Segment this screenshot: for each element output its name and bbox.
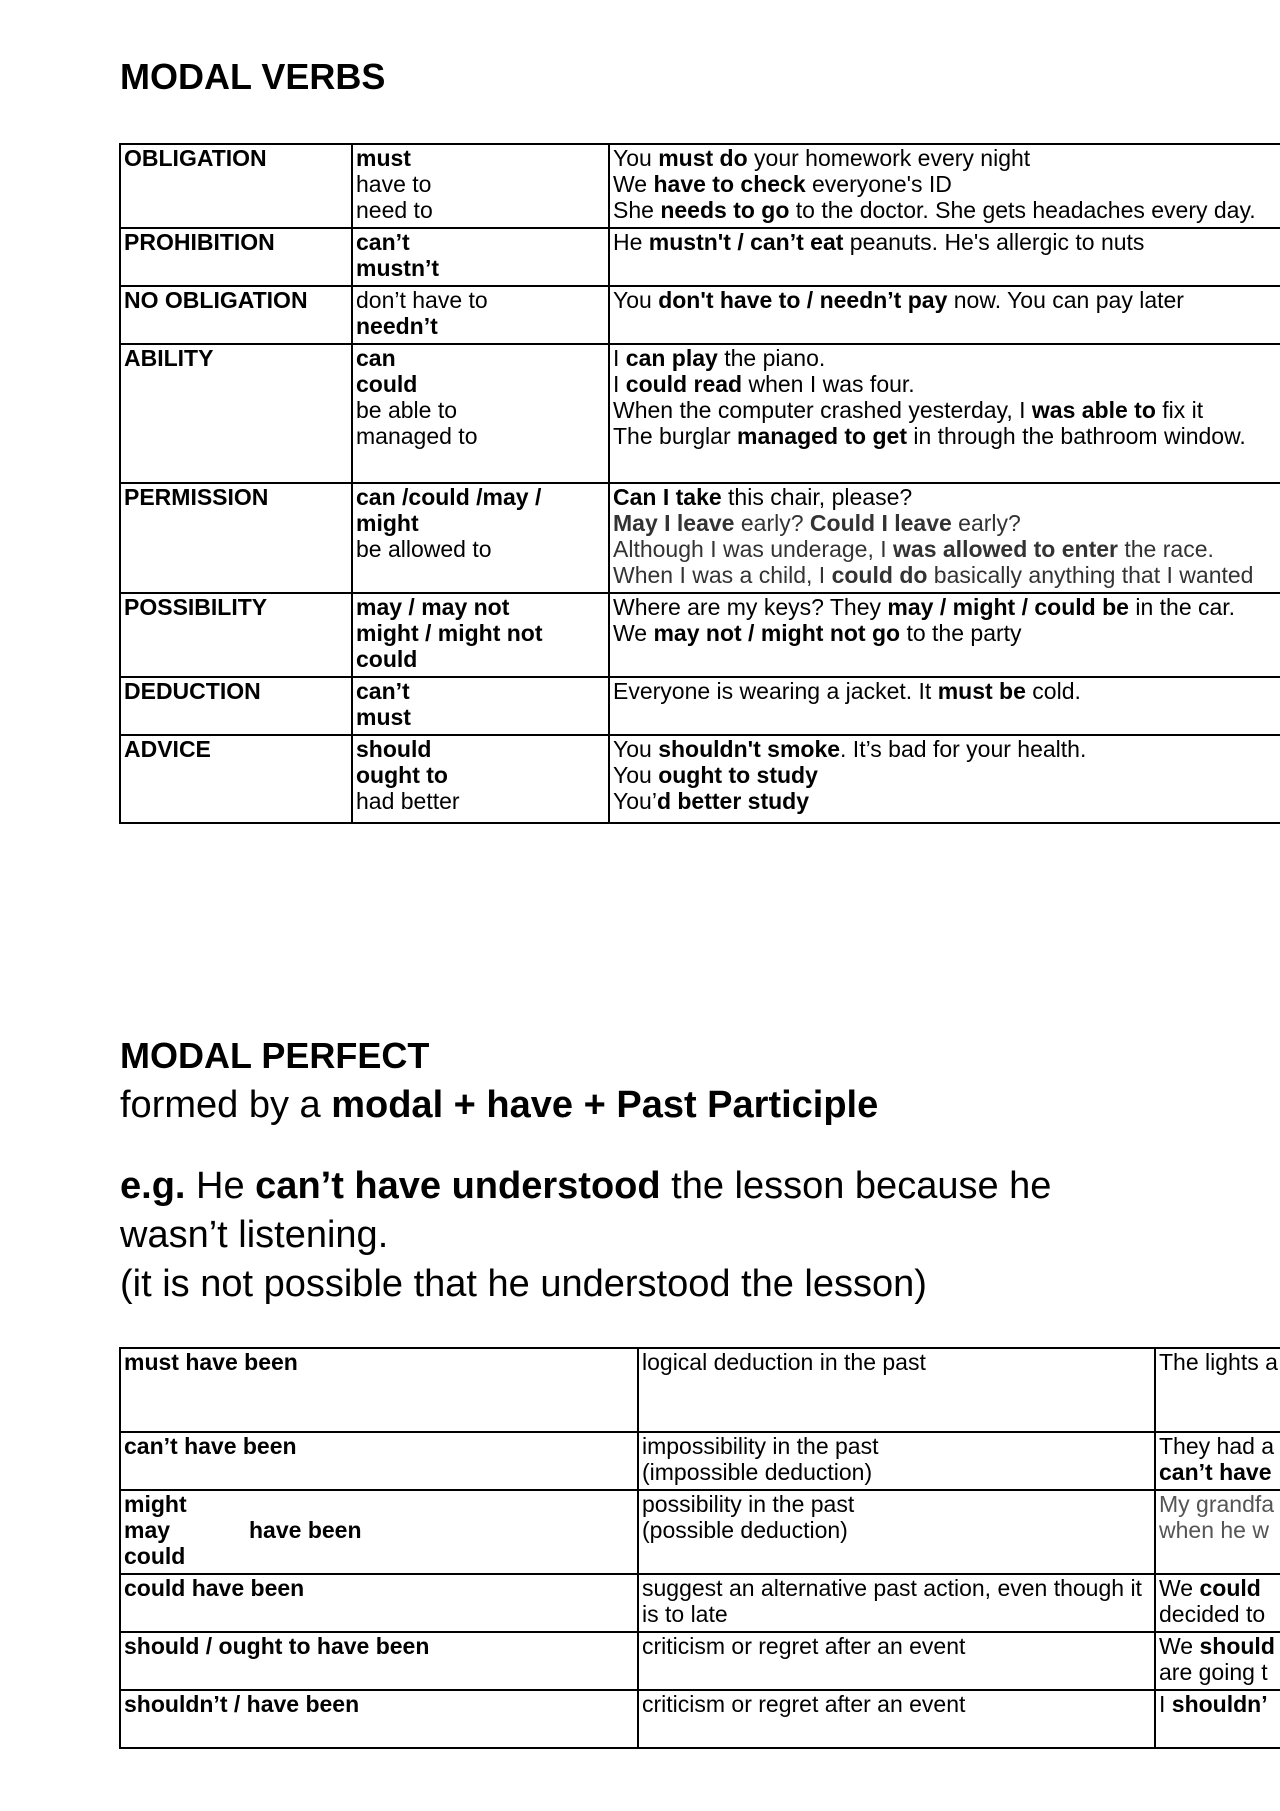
text-segment: The lights a [1159, 1349, 1278, 1375]
text-segment: should [356, 736, 432, 762]
modal-verb: could [124, 1543, 186, 1569]
category-cell: OBLIGATION [120, 144, 352, 228]
text-line [642, 1575, 1154, 1601]
meaning-cell [638, 1632, 1155, 1690]
form-cell [120, 1690, 638, 1748]
meaning-cell [638, 1432, 1155, 1490]
text-segment: must [356, 145, 411, 171]
text-segment: d better study [656, 788, 810, 814]
text-line [356, 646, 608, 672]
text-line [1159, 1459, 1280, 1485]
text-segment: when I was four. [742, 371, 915, 397]
text-line [613, 510, 1280, 536]
text-segment: have to [356, 171, 432, 197]
table-row [120, 1574, 1280, 1632]
example-cell [1155, 1432, 1280, 1490]
text-line [356, 736, 608, 762]
text-segment: have to check [653, 171, 806, 197]
category-cell: NO OBLIGATION [120, 286, 352, 344]
text-line [613, 620, 1280, 646]
table-row [120, 735, 1280, 823]
text-segment: I [613, 345, 626, 371]
text-line [613, 678, 1280, 704]
text-segment: managed to [356, 423, 478, 449]
text-line [1159, 1491, 1280, 1517]
text-line [1159, 1517, 1280, 1543]
text-segment: . It’s bad for your health. [840, 736, 1087, 762]
text-line [642, 1691, 1154, 1717]
text-line [356, 371, 608, 397]
text-segment: your homework every night [747, 145, 1031, 171]
text-line [613, 536, 1280, 562]
text-segment: need to [356, 197, 433, 223]
text-segment: could do [831, 562, 928, 588]
example-cell [1155, 1632, 1280, 1690]
text-segment: logical deduction in the past [642, 1349, 926, 1375]
text-segment: don't have to / needn’t pay [658, 287, 948, 313]
have-been-suffix: have been [249, 1517, 362, 1543]
text-line [356, 536, 608, 562]
form-cell [120, 1348, 638, 1432]
table-row [120, 1348, 1280, 1432]
forms-cell [352, 144, 609, 228]
table-row [120, 677, 1280, 735]
text-line [356, 197, 608, 223]
text-line [642, 1349, 1154, 1375]
form-cell [120, 1632, 638, 1690]
form-cell [120, 1432, 638, 1490]
text-segment: When the computer crashed yesterday, I [613, 397, 1032, 423]
example-cell [1155, 1574, 1280, 1632]
example-cell [1155, 1490, 1280, 1574]
forms-cell [352, 286, 609, 344]
text-segment: shouldn't smoke [658, 736, 841, 762]
text-line [613, 423, 1280, 449]
text-segment: ought to study [658, 762, 818, 788]
modal-perfect-heading: MODAL PERFECT [120, 1035, 430, 1076]
text-segment: this chair, please? [721, 484, 913, 510]
text-segment: We [1159, 1575, 1200, 1601]
text-line [356, 287, 608, 313]
text-line [613, 345, 1280, 371]
text-line [1159, 1691, 1280, 1717]
text-segment: When I was a child, I [613, 562, 832, 588]
modal-verb: may [124, 1517, 171, 1543]
forms-cell [352, 593, 609, 677]
text-line [1159, 1601, 1280, 1627]
text-segment: may / may not [356, 594, 510, 620]
table-row [120, 483, 1280, 593]
text-line [124, 1691, 637, 1717]
text-line [613, 788, 1280, 814]
text-segment: must do [658, 145, 748, 171]
text-line [642, 1517, 1154, 1543]
text-segment: suggest an alternative past action, even though it [642, 1575, 1142, 1601]
text-segment: could [356, 646, 418, 672]
text-line [613, 397, 1280, 423]
category-cell: ADVICE [120, 735, 352, 823]
forms-cell [352, 228, 609, 286]
category-cell: DEDUCTION [120, 677, 352, 735]
examples-cell [609, 228, 1280, 286]
text-segment: You’ [613, 788, 657, 814]
text-segment: Could I leave [809, 510, 952, 536]
text-line [124, 1349, 637, 1375]
text-line [642, 1633, 1154, 1659]
text-line [613, 371, 1280, 397]
text-segment: now. You can pay later [947, 287, 1184, 313]
table-row [120, 144, 1280, 228]
category-cell: PERMISSION [120, 483, 352, 593]
text-segment: be able to [356, 397, 458, 423]
text-segment: may / might / could be [887, 594, 1129, 620]
example-explanation: (it is not possible that he understood the lesson) [120, 1263, 927, 1305]
form-cell [120, 1490, 638, 1574]
text-line [642, 1459, 1154, 1485]
text-segment: Although I was underage, I [613, 536, 894, 562]
form-cell [120, 1574, 638, 1632]
text-segment: criticism or regret after an event [642, 1633, 966, 1659]
text-line [356, 313, 608, 339]
text-segment: managed to get [737, 423, 907, 449]
category-cell: POSSIBILITY [120, 593, 352, 677]
text-line [356, 678, 608, 704]
text-segment: We [613, 171, 654, 197]
text-segment: May I leave [613, 510, 735, 536]
text-segment: be allowed to [356, 536, 492, 562]
text-line [1159, 1633, 1280, 1659]
text-segment: can’t have been [124, 1433, 297, 1459]
text-segment: I [1159, 1691, 1172, 1717]
table-row [120, 344, 1280, 483]
table-row [120, 1690, 1280, 1748]
text-segment: might [356, 510, 419, 536]
text-line [356, 255, 608, 281]
text-segment: ought to [356, 762, 448, 788]
text-segment: You [613, 762, 659, 788]
text-line [613, 484, 1280, 510]
text-segment: needn’t [356, 313, 438, 339]
text-segment: Everyone is wearing a jacket. It [613, 678, 938, 704]
text-segment: don’t have to [356, 287, 488, 313]
text-line [124, 1575, 637, 1601]
examples-cell [609, 286, 1280, 344]
text-line [356, 145, 608, 171]
table-row [120, 286, 1280, 344]
text-line [356, 423, 608, 449]
text-line [1159, 1575, 1280, 1601]
examples-cell [609, 144, 1280, 228]
text-segment: (impossible deduction) [642, 1459, 873, 1485]
text-line [356, 788, 608, 814]
text-segment: must have been [124, 1349, 298, 1375]
examples-cell [609, 483, 1280, 593]
text-line [613, 562, 1280, 588]
examples-cell [609, 593, 1280, 677]
text-segment: decided to [1159, 1601, 1266, 1627]
meaning-cell [638, 1574, 1155, 1632]
text-segment: should [1199, 1633, 1275, 1659]
text-segment: should / ought to have been [124, 1633, 430, 1659]
modal-perfect-example: e.g. He can’t have understood the lesson because he wasn’t listening. (it is not possible that he understood the lesson) [120, 1165, 1052, 1305]
text-segment: impossibility in the past [642, 1433, 879, 1459]
text-segment: to the party [900, 620, 1022, 646]
text-line [356, 484, 608, 510]
text-segment: must [356, 704, 411, 730]
text-segment: are going t [1159, 1659, 1268, 1685]
text-segment: was able to [1031, 397, 1156, 423]
text-line [613, 736, 1280, 762]
forms-cell [352, 677, 609, 735]
text-line [613, 171, 1280, 197]
text-segment: can’t [356, 229, 410, 255]
text-segment: They had a [1159, 1433, 1275, 1459]
text-line [356, 397, 608, 423]
page-title: MODAL VERBS [120, 56, 386, 97]
examples-cell [609, 677, 1280, 735]
text-line [356, 510, 608, 536]
table-row [120, 228, 1280, 286]
table-row [120, 593, 1280, 677]
text-line [356, 229, 608, 255]
text-line [642, 1491, 1154, 1517]
text-line [1159, 1659, 1280, 1685]
text-segment: the race. [1117, 536, 1214, 562]
meaning-cell [638, 1490, 1155, 1574]
example-cell [1155, 1690, 1280, 1748]
modal-verbs-table [119, 143, 1280, 824]
examples-cell [609, 735, 1280, 823]
text-segment: We [1159, 1633, 1200, 1659]
text-segment: The burglar [613, 423, 738, 449]
text-line [613, 229, 1280, 255]
text-segment: can [356, 345, 396, 371]
text-segment: mustn't / can’t eat [648, 229, 844, 255]
text-segment: could [356, 371, 418, 397]
table-row [120, 1490, 1280, 1574]
text-segment: You [613, 287, 659, 313]
text-segment: must be [937, 678, 1026, 704]
text-line [1159, 1433, 1280, 1459]
text-segment: mustn’t [356, 255, 440, 281]
text-segment: early? [734, 510, 810, 536]
text-segment: can’t [356, 678, 410, 704]
text-segment: can /could /may / [356, 484, 542, 510]
text-line [642, 1601, 1154, 1627]
text-segment: the piano. [717, 345, 826, 371]
forms-cell [352, 344, 609, 483]
text-segment: is to late [642, 1601, 728, 1627]
meaning-cell [638, 1348, 1155, 1432]
text-segment: We [613, 620, 654, 646]
modal-verb: might [124, 1491, 187, 1517]
text-line [356, 762, 608, 788]
text-segment: in the car. [1128, 594, 1236, 620]
text-segment: You [613, 736, 659, 762]
text-line [356, 620, 608, 646]
forms-cell [352, 735, 609, 823]
text-segment: (possible deduction) [642, 1517, 848, 1543]
modal-perfect-table [119, 1347, 1280, 1749]
text-segment: everyone's ID [805, 171, 952, 197]
text-segment: cold. [1025, 678, 1081, 704]
text-line [613, 145, 1280, 171]
text-line [356, 594, 608, 620]
text-segment: could have been [124, 1575, 305, 1601]
text-segment: You [613, 145, 659, 171]
text-segment: when he w [1159, 1517, 1269, 1543]
text-segment: peanuts. He's allergic to nuts [843, 229, 1145, 255]
text-line [356, 171, 608, 197]
table-row [120, 1432, 1280, 1490]
text-segment: Can I take [613, 484, 722, 510]
text-segment: was allowed to enter [893, 536, 1118, 562]
text-line [613, 287, 1280, 313]
text-segment: could [1199, 1575, 1261, 1601]
text-segment: had better [356, 788, 460, 814]
text-segment: in through the bathroom window. [906, 423, 1246, 449]
text-segment: might / might not [356, 620, 543, 646]
text-segment: basically anything that I wanted [927, 562, 1254, 588]
text-segment: shouldn’t / have been [124, 1691, 360, 1717]
text-segment: can’t have [1159, 1459, 1272, 1485]
text-line [124, 1633, 637, 1659]
text-segment: He [613, 229, 649, 255]
examples-cell [609, 344, 1280, 483]
modal-perfect-definition: formed by a modal + have + Past Participle [120, 1084, 879, 1126]
text-segment: fix it [1155, 397, 1204, 423]
text-line [356, 345, 608, 371]
text-segment: needs to go [660, 197, 790, 223]
text-line [642, 1433, 1154, 1459]
category-cell: PROHIBITION [120, 228, 352, 286]
meaning-cell [638, 1690, 1155, 1748]
category-cell: ABILITY [120, 344, 352, 483]
text-line [124, 1433, 637, 1459]
text-segment: criticism or regret after an event [642, 1691, 966, 1717]
text-line [1159, 1349, 1280, 1375]
text-segment: can play [625, 345, 718, 371]
text-segment: shouldn’ [1171, 1691, 1268, 1717]
table-row [120, 1632, 1280, 1690]
text-line [613, 197, 1280, 223]
text-segment: I [613, 371, 626, 397]
text-segment: to the doctor. She gets headaches every day. [789, 197, 1256, 223]
forms-cell [352, 483, 609, 593]
text-segment: early? [951, 510, 1021, 536]
text-segment: My grandfa [1159, 1491, 1275, 1517]
text-segment: may not / might not go [653, 620, 901, 646]
text-line [613, 594, 1280, 620]
text-line [613, 762, 1280, 788]
text-line [356, 704, 608, 730]
text-segment: Where are my keys? They [613, 594, 888, 620]
text-segment: possibility in the past [642, 1491, 855, 1517]
text-segment: She [613, 197, 661, 223]
example-cell [1155, 1348, 1280, 1432]
text-segment: could read [625, 371, 743, 397]
